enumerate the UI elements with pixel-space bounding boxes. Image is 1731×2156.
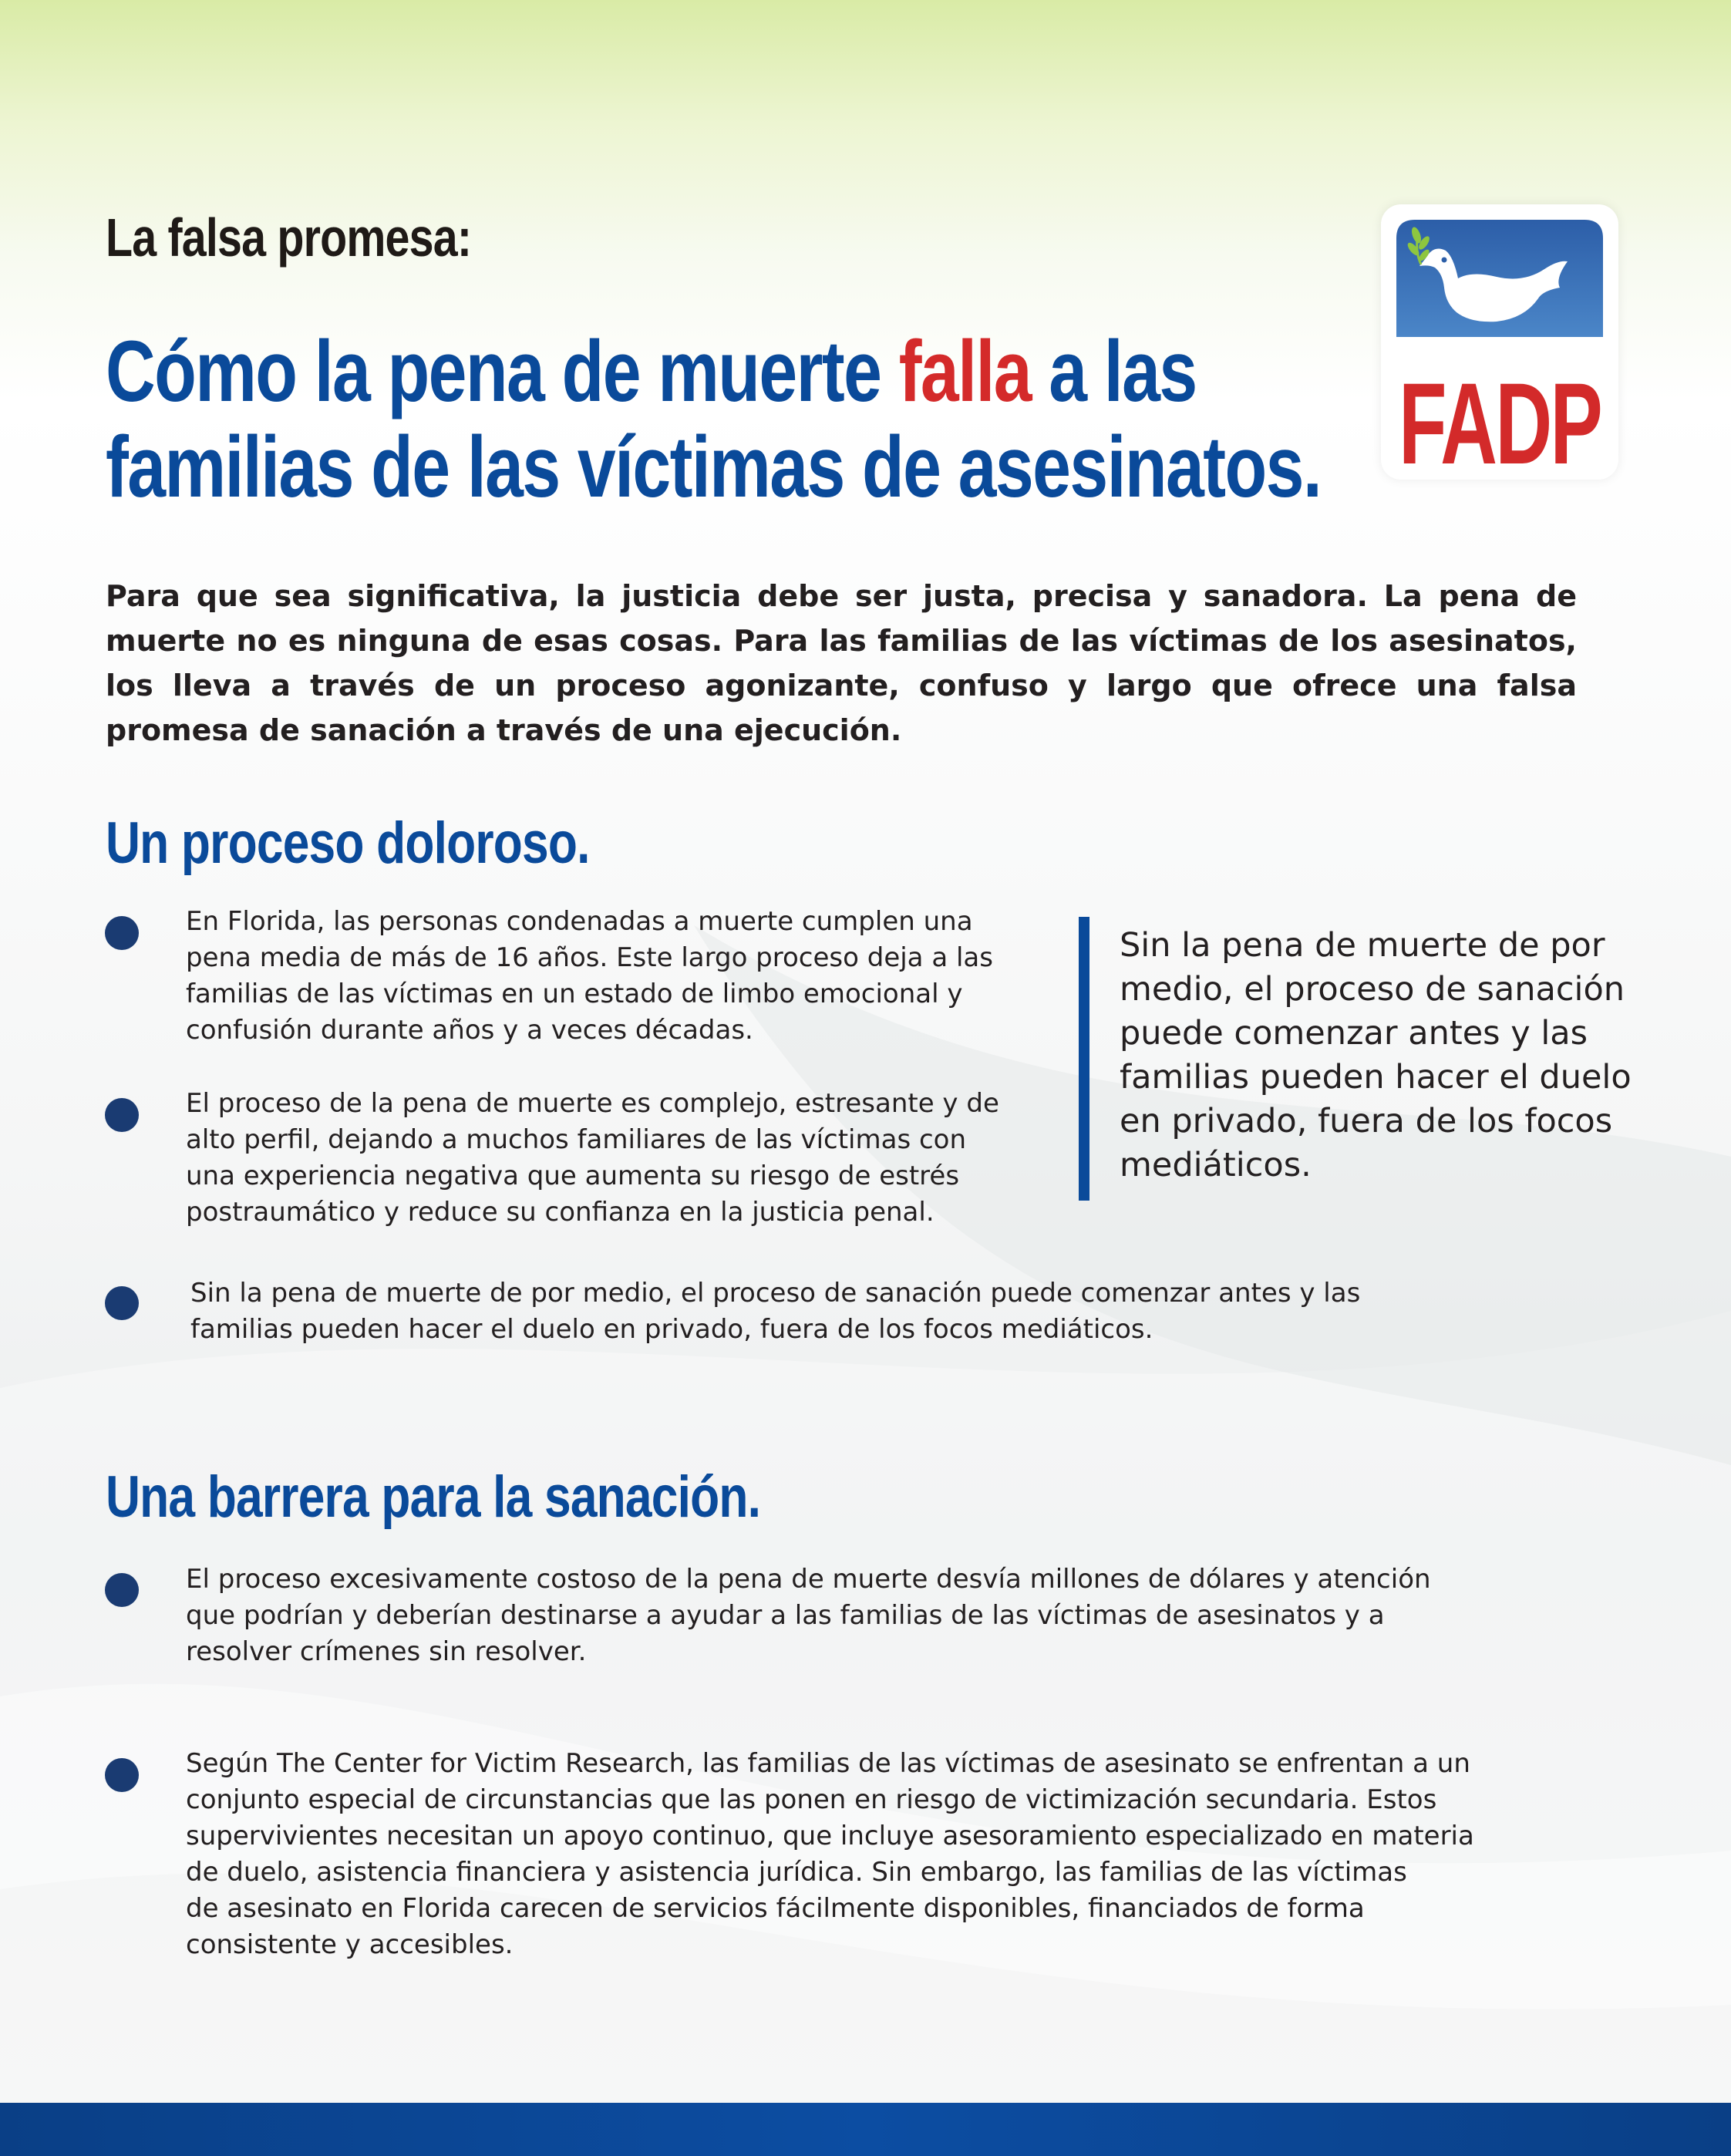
section-title-barrier-to-healing: Una barrera para la sanación. [106,1464,761,1530]
intro-line: muerte no es ninguna de esas cosas. Para las familias de las víctimas de los [106,624,1378,658]
pullquote-bar [1079,917,1089,1201]
intro-paragraph [106,574,1577,753]
headline-accent-word: falla [898,323,1031,419]
bullet-dot [105,1286,139,1320]
bullet-dot [105,1573,139,1607]
headline-text-start: Cómo la pena de muerte [106,323,899,419]
bullet-text-healing-sooner: Sin la pena de muerte de por medio, el proceso de sanación puede comenzar antes y las familias pueden hacer el duelo en privado, fuera de los focos mediáticos. [190,1278,1361,1345]
intro-line: Para que sea significativa, la justicia debe ser justa, precisa y sanadora. La pena de [106,579,1577,613]
page-kicker: La falsa promesa: [106,207,472,268]
bullet-text-victim-research: Según The Center for Victim Research, las familias de las víctimas de asesinato se enfrentan a un conjunto especial de circunstancias que las ponen en riesgo de victimización secundaria. Estos supervivientes necesitan un apoyo continuo, que incluye asesoramiento especializado en materia de duelo, asistencia financiera y asistencia jurídica. Sin embargo, las familias de las víctimas de asesinato en Florida carecen de servicios fácilmente disponibles, financiados de forma consistente y accesibles. [186,1748,1474,1960]
intro-line: una falsa promesa de sanación a través de una ejecución. [106,669,1577,747]
bullet-text-complex-process: El proceso de la pena de muerte es complejo, estresante y de alto perfil, dejando a muchos familiares de las víctimas con una experiencia negativa que aumenta su riesgo de estrés postraumático y reduce su confianza en la justicia penal. [186,1088,999,1228]
intro-line: asesinatos, los lleva a través de un proceso agonizante, confuso y largo que ofrece [106,624,1577,702]
logo-text: FADP [1399,359,1601,488]
bullet-text-florida-sentences: En Florida, las personas condenadas a muerte cumplen una pena media de más de 16 años. Este largo proceso deja a las familias de las víctimas en un estado de limbo emocional y confusión durante años y a veces décadas. [186,906,993,1046]
page-headline [106,324,1321,515]
footer-bar [0,2103,1731,2156]
bullet-dot [105,1758,139,1792]
bullet-dot [105,1098,139,1132]
headline-text-end: a las [1030,323,1197,419]
pullquote: Sin la pena de muerte de por medio, el proceso de sanación puede comenzar antes y las familias pueden hacer el duelo en privado, fuera de los focos mediáticos. [1120,926,1632,1184]
bullet-dot [105,916,139,950]
bullet-text-costly-process: El proceso excesivamente costoso de la pena de muerte desvía millones de dólares y atención que podrían y deberían destinarse a ayudar a las familias de las víctimas de asesinatos y a resolver crímenes sin resolver. [186,1564,1431,1667]
headline-line-2: familias de las víctimas de asesinatos. [106,419,1322,515]
fadp-logo [1381,204,1618,488]
section-title-painful-process: Un proceso doloroso. [106,810,590,876]
